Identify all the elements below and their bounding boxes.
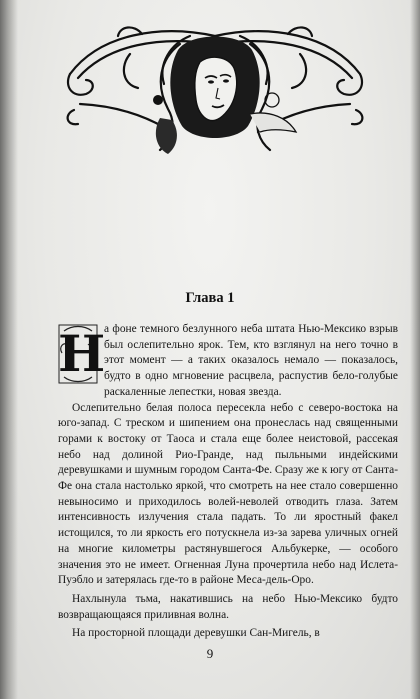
paragraph-3: Нахлынула тьма, накатившись на небо Нью-Мексико будто возвращающаяся приливная волна.: [58, 592, 398, 621]
chapter-body-text: [58, 322, 398, 642]
page-number: 9: [206, 646, 214, 661]
drop-cap-letter: Н: [58, 324, 106, 383]
paragraph-2: Ослепительно белая полоса пересекла небо с северо-востока на юго-запад. С треском и шипением она пронеслась над священными горами к востоку от Таоса и стала еще более неистовой, рассекая небо над долиной Рио-Гранде, над пыльными индейскими деревушками и шумным городом Санта-Фе. Сразу же к югу от Санта-Фе она стала настолько яркой, что смотреть на нее стало совершенно невыносимо и приходилось волей-неволей отводить глаза. Затем интенсивность излучения стала падать. То ли яростный факел истощился, то ли яркость его потускнела из-за зарева уличных огней на многие километры растянувшегося Альбукерке, — особого значения это не имеет. Огненная Луна прочертила небо над Ислета-Пуэбло и затерялась где-то в районе Меса-дель-Оро.: [58, 401, 398, 587]
ornate-drop-cap: [58, 323, 106, 385]
paragraph-1: [58, 322, 398, 401]
paragraph-1-text: а фоне темного безлунного неба штата Нью-Мексико взрыв был ослепительно ярок. Тем, кто взглянул на него точно в этот момент — а таких оказалось немало — показалось, будто в одно мгновение расцвела, распустив бело-голубые раскаленные лепестки, новая звезда.: [104, 323, 398, 398]
paragraph-4: На просторной площади деревушки Сан-Мигель, в: [72, 627, 320, 640]
art-nouveau-woman-portrait-illustration: [60, 14, 370, 164]
chapter-title: Глава 1: [185, 290, 235, 306]
